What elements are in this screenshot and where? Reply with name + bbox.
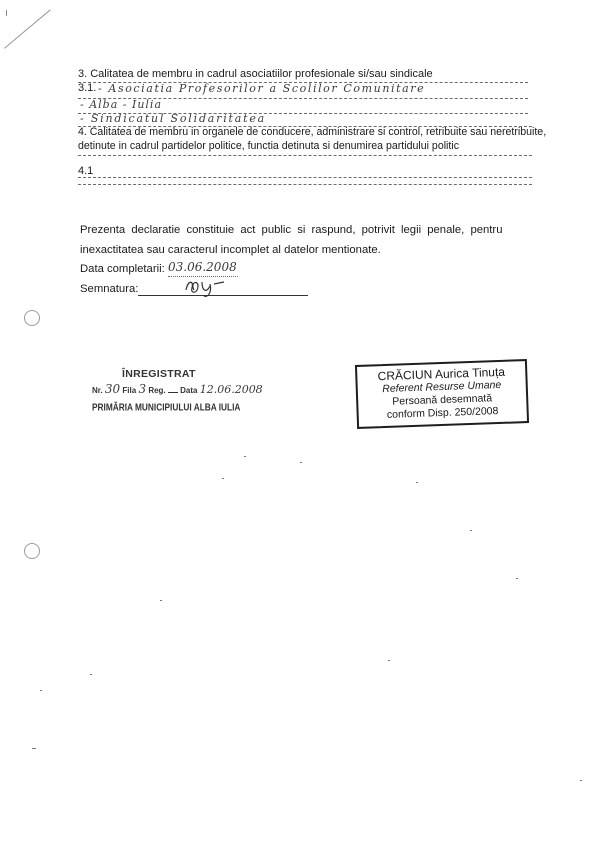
scan-speck xyxy=(160,600,162,601)
reg-reg-label: Reg. xyxy=(148,386,166,395)
dotted-rule xyxy=(78,155,532,156)
registration-line xyxy=(92,382,263,396)
section-4-heading-line1: 4. Calitatea de membru in organele de conducere, administrare si control, retribuite sau neretribuite, xyxy=(78,126,547,138)
date-label: Data completarii: xyxy=(80,263,165,275)
scan-speck xyxy=(470,530,472,531)
reg-data-label: Data xyxy=(180,386,198,395)
registration-title: ÎNREGISTRAT xyxy=(122,368,196,380)
stamp-line3: Persoană desemnată xyxy=(392,392,493,408)
reg-fila-value: 3 xyxy=(138,382,147,396)
scan-speck xyxy=(416,482,418,483)
reg-nr-label: Nr. xyxy=(92,386,103,395)
reg-data-value: 12.06.2008 xyxy=(199,383,263,396)
declaration-line-2: inexactitatea sau caracterul incomplet al datelor mentionate. xyxy=(80,244,381,256)
handwritten-entry-2: - Alba - Iulia xyxy=(80,98,163,111)
reg-reg-blank xyxy=(168,392,178,393)
scan-speck xyxy=(388,660,390,661)
stamp-line4: conform Disp. 250/2008 xyxy=(386,405,499,421)
dotted-rule xyxy=(78,184,532,185)
signature-icon xyxy=(180,276,228,298)
signature-label: Semnatura: xyxy=(80,283,139,295)
section-3-1-prefix: 3.1. xyxy=(78,82,97,94)
registration-institution: PRIMĂRIA MUNICIPIULUI ALBA IULIA xyxy=(92,401,241,413)
handwritten-entry-3: - Sindicatul Solidaritatea xyxy=(80,112,266,125)
reg-nr-value: 30 xyxy=(104,382,121,396)
scan-speck xyxy=(222,478,224,479)
date-value: 03.06.2008 xyxy=(168,260,237,274)
scan-fold-line xyxy=(4,9,51,48)
hr-stamp xyxy=(355,359,529,429)
scan-speck xyxy=(90,674,92,675)
handwritten-entry-1: - Asociatia Profesorilor a Scolilor Comunitare xyxy=(98,82,426,95)
reg-fila-label: Fila xyxy=(122,386,137,395)
scan-speck xyxy=(580,780,582,781)
stamp-role: Referent Resurse Umane xyxy=(382,378,502,396)
scan-speck xyxy=(516,578,518,579)
section-4-1-prefix: 4.1 xyxy=(78,165,94,177)
scan-speck xyxy=(40,690,42,691)
declaration-line-1: Prezenta declaratie constituie act public si raspund, potrivit legii penale, pentru xyxy=(80,224,503,236)
scan-speck xyxy=(244,456,246,457)
punch-hole-icon xyxy=(24,543,40,559)
scan-speck xyxy=(300,462,302,463)
punch-hole-icon xyxy=(24,310,40,326)
section-3-heading: 3. Calitatea de membru in cadrul asociatiilor profesionale si/sau sindicale xyxy=(78,68,433,80)
corner-mark xyxy=(6,10,10,16)
section-4-heading-line2: detinute in cadrul partidelor politice, functia detinuta si denumirea partidului politic xyxy=(78,140,460,152)
stamp-name: CRĂCIUN Aurica Tinuța xyxy=(377,364,506,384)
scan-speck xyxy=(32,748,36,749)
dotted-rule xyxy=(78,177,532,178)
